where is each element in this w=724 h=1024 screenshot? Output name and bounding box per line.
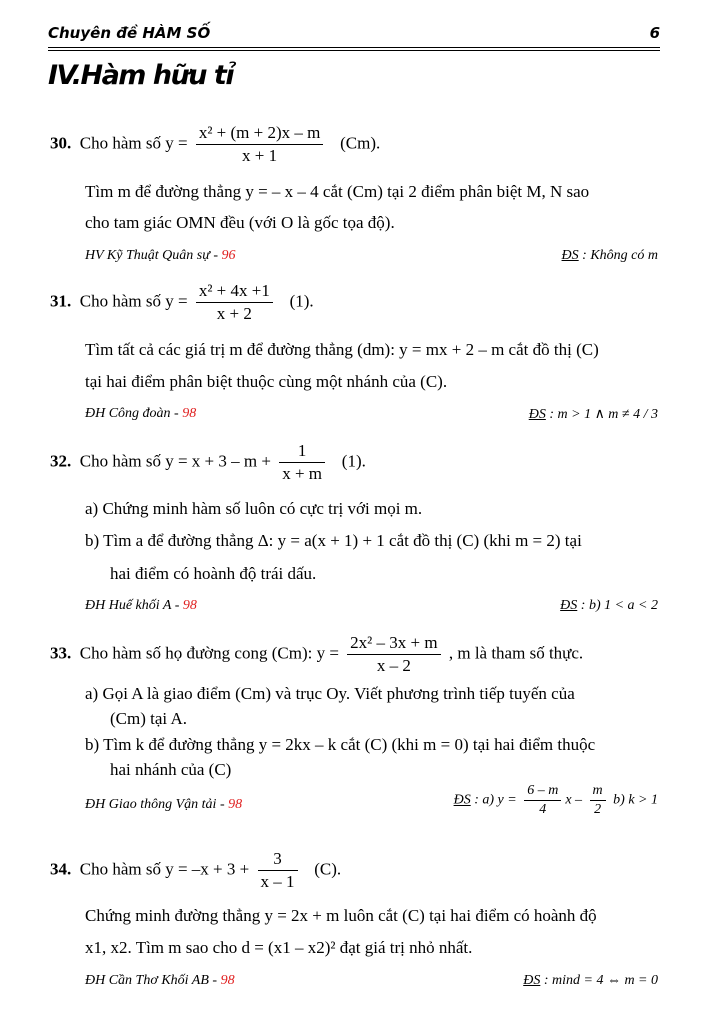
fraction bbox=[258, 848, 298, 893]
problem-30-line: cho tam giác OMN đều (với O là gốc tọa độ). bbox=[85, 213, 395, 232]
problem-30-line: Tìm m để đường thẳng y = – x – 4 cắt (Cm) tại 2 điểm phân biệt M, N sao bbox=[85, 182, 590, 201]
problem-number: 30. bbox=[50, 133, 72, 153]
denominator: x + 2 bbox=[216, 304, 252, 323]
page-number: 6 bbox=[649, 24, 660, 42]
problem-number: 31. bbox=[50, 291, 72, 311]
problem-tail: (1). bbox=[289, 291, 314, 311]
denominator: 4 bbox=[539, 802, 547, 817]
denominator: x + m bbox=[282, 464, 323, 483]
denominator: x + 1 bbox=[242, 146, 278, 165]
problem-34-answer bbox=[523, 973, 658, 989]
problem-number: 33. bbox=[50, 643, 72, 663]
section-title: IV.Hàm hữu tỉ bbox=[48, 60, 234, 91]
answer-fraction bbox=[524, 782, 561, 819]
numerator: 3 bbox=[258, 848, 298, 871]
header-title-small: Chuyên đề bbox=[48, 24, 138, 42]
problem-tail: (1). bbox=[341, 451, 366, 471]
source-year: 98 bbox=[182, 598, 197, 613]
source-text: HV Kỹ Thuật Quân sự - bbox=[85, 248, 222, 263]
problem-intro: Cho hàm số họ đường cong (Cm): y = bbox=[79, 643, 339, 663]
source-text: ĐH Công đoàn - bbox=[85, 406, 183, 421]
problem-33-part-b-cont: hai nhánh của (C) bbox=[110, 760, 232, 779]
problem-31-statement bbox=[50, 280, 314, 325]
numerator: m bbox=[590, 782, 606, 801]
problem-32-statement bbox=[50, 440, 366, 485]
problem-33-statement bbox=[50, 632, 583, 677]
numerator: 2x² – 3x + m bbox=[347, 632, 440, 655]
numerator: 1 bbox=[279, 440, 325, 463]
problem-33-source bbox=[85, 797, 242, 813]
answer-label: ĐS bbox=[523, 973, 541, 988]
numerator: 6 – m bbox=[524, 782, 561, 801]
header-title-big: HÀM SỐ bbox=[142, 24, 211, 42]
problem-33-answer bbox=[454, 782, 658, 819]
problem-32-answer bbox=[560, 598, 658, 614]
problem-32-part-a: a) Chứng minh hàm số luôn có cực trị với mọi m. bbox=[85, 499, 423, 518]
source-year: 98 bbox=[228, 797, 243, 812]
fraction bbox=[196, 280, 273, 325]
answer-text: : Không có m bbox=[578, 248, 658, 263]
problem-32-part-b-cont: hai điểm có hoành độ trái dấu. bbox=[110, 564, 317, 583]
denominator: x – 2 bbox=[376, 656, 411, 675]
problem-34-line: Chứng minh đường thẳng y = 2x + m luôn cắt (C) tại hai điểm có hoành độ bbox=[85, 906, 597, 925]
problem-intro: Cho hàm số y = bbox=[79, 133, 188, 153]
denominator: x – 1 bbox=[260, 872, 295, 891]
source-text: ĐH Giao thông Vận tải - bbox=[85, 797, 229, 812]
answer-text: x – bbox=[565, 792, 583, 808]
problem-33-part-a-cont: (Cm) tại A. bbox=[110, 709, 187, 728]
problem-tail: (C). bbox=[314, 859, 342, 879]
source-text: ĐH Cần Thơ Khối AB - bbox=[85, 973, 221, 988]
problem-intro: Cho hàm số y = –x + 3 + bbox=[79, 859, 250, 879]
problem-intro: Cho hàm số y = bbox=[79, 291, 188, 311]
answer-text: : mind = 4 ⇔ m = 0 bbox=[540, 973, 658, 988]
problem-33-part-b: b) Tìm k để đường thẳng y = 2kx – k cắt (C) (khi m = 0) tại hai điểm thuộc bbox=[85, 735, 596, 754]
fraction bbox=[279, 440, 325, 485]
answer-text: b) k > 1 bbox=[609, 792, 658, 808]
problem-31-line: tại hai điểm phân biệt thuộc cùng một nhánh của (C). bbox=[85, 372, 448, 391]
problem-31-source bbox=[85, 406, 196, 422]
problem-34-source bbox=[85, 973, 235, 989]
problem-34-line: x1, x2. Tìm m sao cho d = (x1 – x2)² đạt giá trị nhỏ nhất. bbox=[85, 938, 473, 957]
problem-number: 32. bbox=[50, 451, 72, 471]
denominator: 2 bbox=[594, 802, 602, 817]
problem-30-source bbox=[85, 248, 236, 264]
problem-tail: , m là tham số thực. bbox=[448, 643, 584, 663]
answer-fraction bbox=[590, 782, 606, 819]
answer-label: ĐS bbox=[560, 598, 578, 613]
header-rule-2 bbox=[48, 50, 660, 51]
problem-32-source bbox=[85, 598, 197, 614]
answer-text: : a) y = bbox=[470, 792, 517, 808]
answer-text: : m > 1 ∧ m ≠ 4 / 3 bbox=[545, 407, 658, 422]
source-text: ĐH Huế khối A - bbox=[85, 598, 183, 613]
numerator: x² + (m + 2)x – m bbox=[196, 122, 324, 145]
answer-label: ĐS bbox=[561, 248, 579, 263]
numerator: x² + 4x +1 bbox=[196, 280, 273, 303]
source-year: 98 bbox=[220, 973, 235, 988]
problem-30-answer bbox=[562, 248, 658, 264]
problem-32-part-b: b) Tìm a để đường thẳng Δ: y = a(x + 1) + 1 cắt đồ thị (C) (khi m = 2) tại bbox=[85, 531, 582, 550]
problem-33-part-a: a) Gọi A là giao điểm (Cm) và trục Oy. Viết phương trình tiếp tuyến của bbox=[85, 684, 575, 703]
problem-tail: (Cm). bbox=[340, 133, 381, 153]
fraction bbox=[196, 122, 324, 167]
source-year: 98 bbox=[182, 406, 197, 421]
problem-31-answer bbox=[529, 406, 658, 423]
header-rule bbox=[48, 47, 660, 48]
answer-label: ĐS bbox=[453, 792, 471, 808]
problem-intro: Cho hàm số y = x + 3 – m + bbox=[79, 451, 271, 471]
answer-label: ĐS bbox=[528, 407, 546, 422]
header-title bbox=[48, 24, 210, 42]
problem-number: 34. bbox=[50, 859, 72, 879]
answer-text: : b) 1 < a < 2 bbox=[577, 598, 658, 613]
problem-30-statement bbox=[50, 122, 380, 167]
problem-34-statement bbox=[50, 848, 341, 893]
source-year: 96 bbox=[221, 248, 236, 263]
problem-31-line: Tìm tất cả các giá trị m để đường thẳng (dm): y = mx + 2 – m cắt đồ thị (C) bbox=[85, 340, 599, 359]
fraction bbox=[347, 632, 440, 677]
